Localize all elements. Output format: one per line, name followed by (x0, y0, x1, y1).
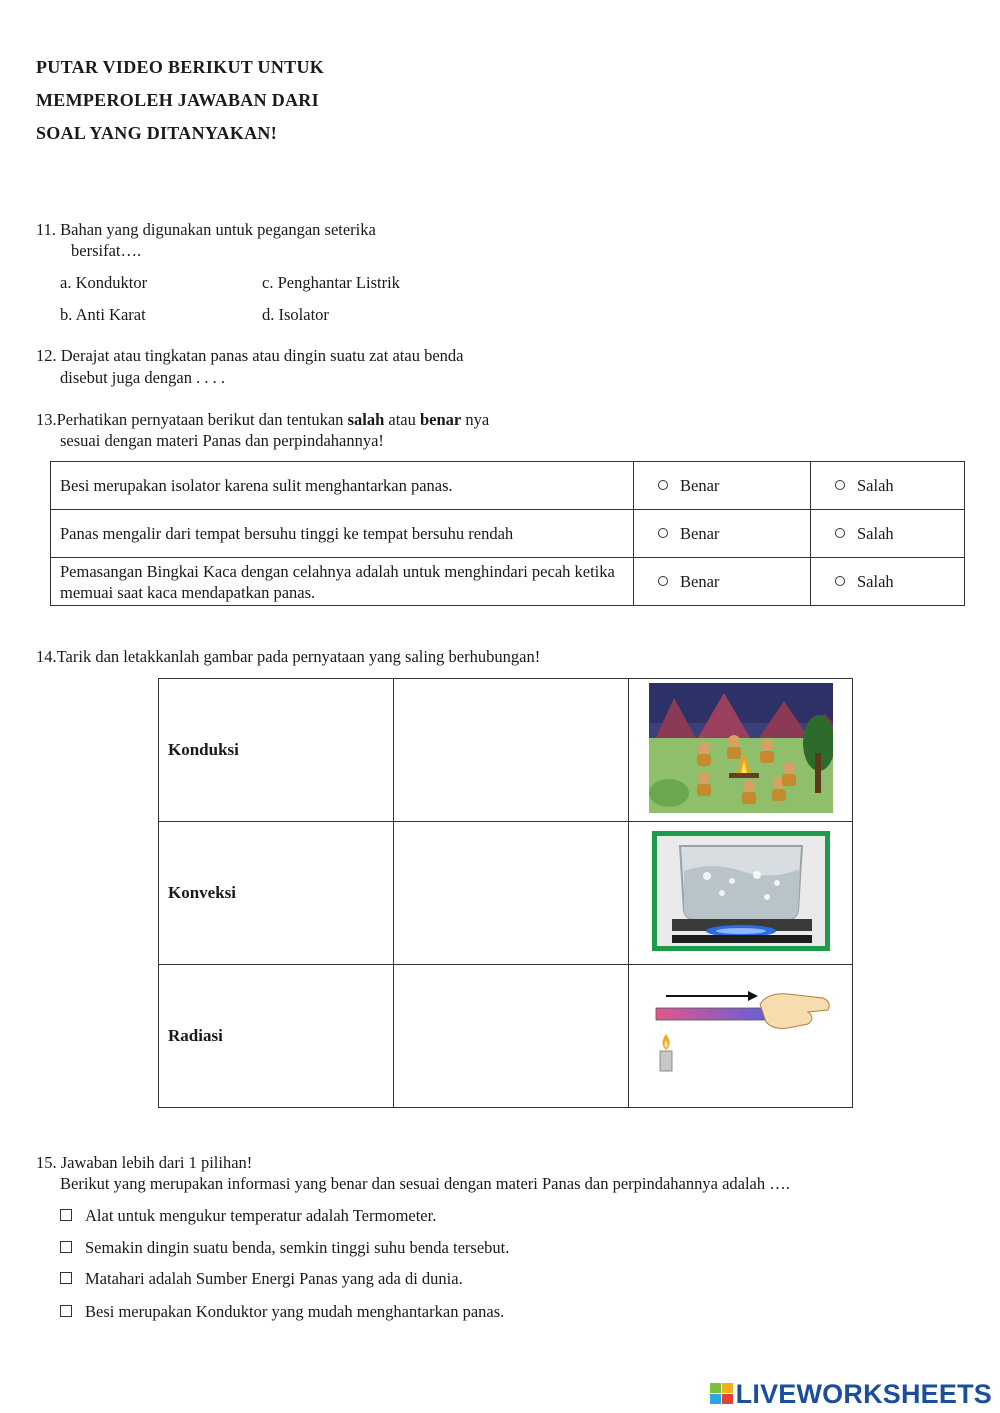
q13-question-cont: sesuai dengan materi Panas dan perpindahannya! (60, 431, 384, 450)
radio-icon (658, 528, 668, 538)
q11-option-a[interactable]: a. Konduktor (60, 273, 148, 292)
q14-drop-zone-3[interactable] (394, 965, 629, 1108)
q14-image-cell-2[interactable] (629, 822, 853, 965)
q15-question: 15. Jawaban lebih dari 1 pilihan! (36, 1153, 253, 1172)
header-line-1: PUTAR VIDEO BERIKUT UNTUK (36, 57, 325, 77)
q11-question: 11. Bahan yang digunakan untuk pegangan seterika (36, 220, 376, 239)
q11-question-cont: bersifat…. (71, 241, 142, 260)
table-row (51, 558, 965, 606)
q13-statement-2: Panas mengalir dari tempat bersuhu tinggi ke tempat bersuhu rendah (51, 510, 634, 558)
q11-option-d[interactable]: d. Isolator (262, 305, 329, 324)
q13-row1-salah[interactable]: Salah (811, 462, 965, 510)
q14-image-cell-1[interactable] (629, 679, 853, 822)
table-row (51, 510, 965, 558)
checkbox-icon[interactable] (60, 1272, 72, 1284)
campfire-illustration-icon[interactable] (649, 683, 833, 813)
q13-row2-salah[interactable]: Salah (811, 510, 965, 558)
table-row (51, 462, 965, 510)
header-line-2: MEMPEROLEH JAWABAN DARI (36, 90, 319, 110)
table-row (159, 679, 853, 822)
header-line-3: SOAL YANG DITANYAKAN! (36, 123, 278, 143)
q13-row3-benar[interactable]: Benar (634, 558, 811, 606)
radio-icon (658, 480, 668, 490)
liveworksheets-logo: LIVEWORKSHEETS (710, 1379, 992, 1410)
q14-label-radiasi: Radiasi (159, 965, 394, 1108)
q13-statement-3: Pemasangan Bingkai Kaca dengan celahnya adalah untuk menghindari pecah ketika memuai saat kaca mendapatkan panas. (51, 558, 634, 606)
table-row (159, 965, 853, 1108)
liveworksheets-grid-icon (710, 1383, 734, 1405)
q13-question: 13.Perhatikan pernyataan berikut dan tentukan salah atau benar nya (36, 410, 490, 429)
radio-icon (835, 576, 845, 586)
q13-statement-1: Besi merupakan isolator karena sulit menghantarkan panas. (51, 462, 634, 510)
q15-question-cont: Berikut yang merupakan informasi yang benar dan sesuai dengan materi Panas dan perpindahannya adalah …. (60, 1174, 790, 1193)
q14-drop-zone-2[interactable] (394, 822, 629, 965)
checkbox-icon[interactable] (60, 1241, 72, 1253)
q13-row2-benar[interactable]: Benar (634, 510, 811, 558)
radio-icon (658, 576, 668, 586)
q14-label-konveksi: Konveksi (159, 822, 394, 965)
q12-question: 12. Derajat atau tingkatan panas atau dingin suatu zat atau benda (36, 346, 464, 365)
q14-drop-zone-1[interactable] (394, 679, 629, 822)
radio-icon (835, 480, 845, 490)
q13-row1-benar[interactable]: Benar (634, 462, 811, 510)
radio-icon (835, 528, 845, 538)
q15-option-4[interactable]: Besi merupakan Konduktor yang mudah menghantarkan panas. (60, 1302, 504, 1322)
boiling-water-pot-icon[interactable] (652, 831, 830, 951)
hand-rod-candle-icon[interactable] (648, 984, 834, 1084)
q12-question-cont: disebut juga dengan . . . . (60, 368, 225, 387)
q11-option-b[interactable]: b. Anti Karat (60, 305, 146, 324)
q11-option-c[interactable]: c. Penghantar Listrik (262, 273, 400, 292)
q14-label-konduksi: Konduksi (159, 679, 394, 822)
q14-question: 14.Tarik dan letakkanlah gambar pada pernyataan yang saling berhubungan! (36, 647, 541, 666)
q15-option-2[interactable]: Semakin dingin suatu benda, semkin tinggi suhu benda tersebut. (60, 1238, 509, 1258)
q13-row3-salah[interactable]: Salah (811, 558, 965, 606)
q15-option-1[interactable]: Alat untuk mengukur temperatur adalah Termometer. (60, 1206, 436, 1226)
q15-option-3[interactable]: Matahari adalah Sumber Energi Panas yang ada di dunia. (60, 1269, 463, 1289)
q14-image-cell-3[interactable] (629, 965, 853, 1108)
q14-table (158, 678, 853, 1108)
checkbox-icon[interactable] (60, 1209, 72, 1221)
checkbox-icon[interactable] (60, 1305, 72, 1317)
q13-table (50, 461, 965, 606)
table-row (159, 822, 853, 965)
